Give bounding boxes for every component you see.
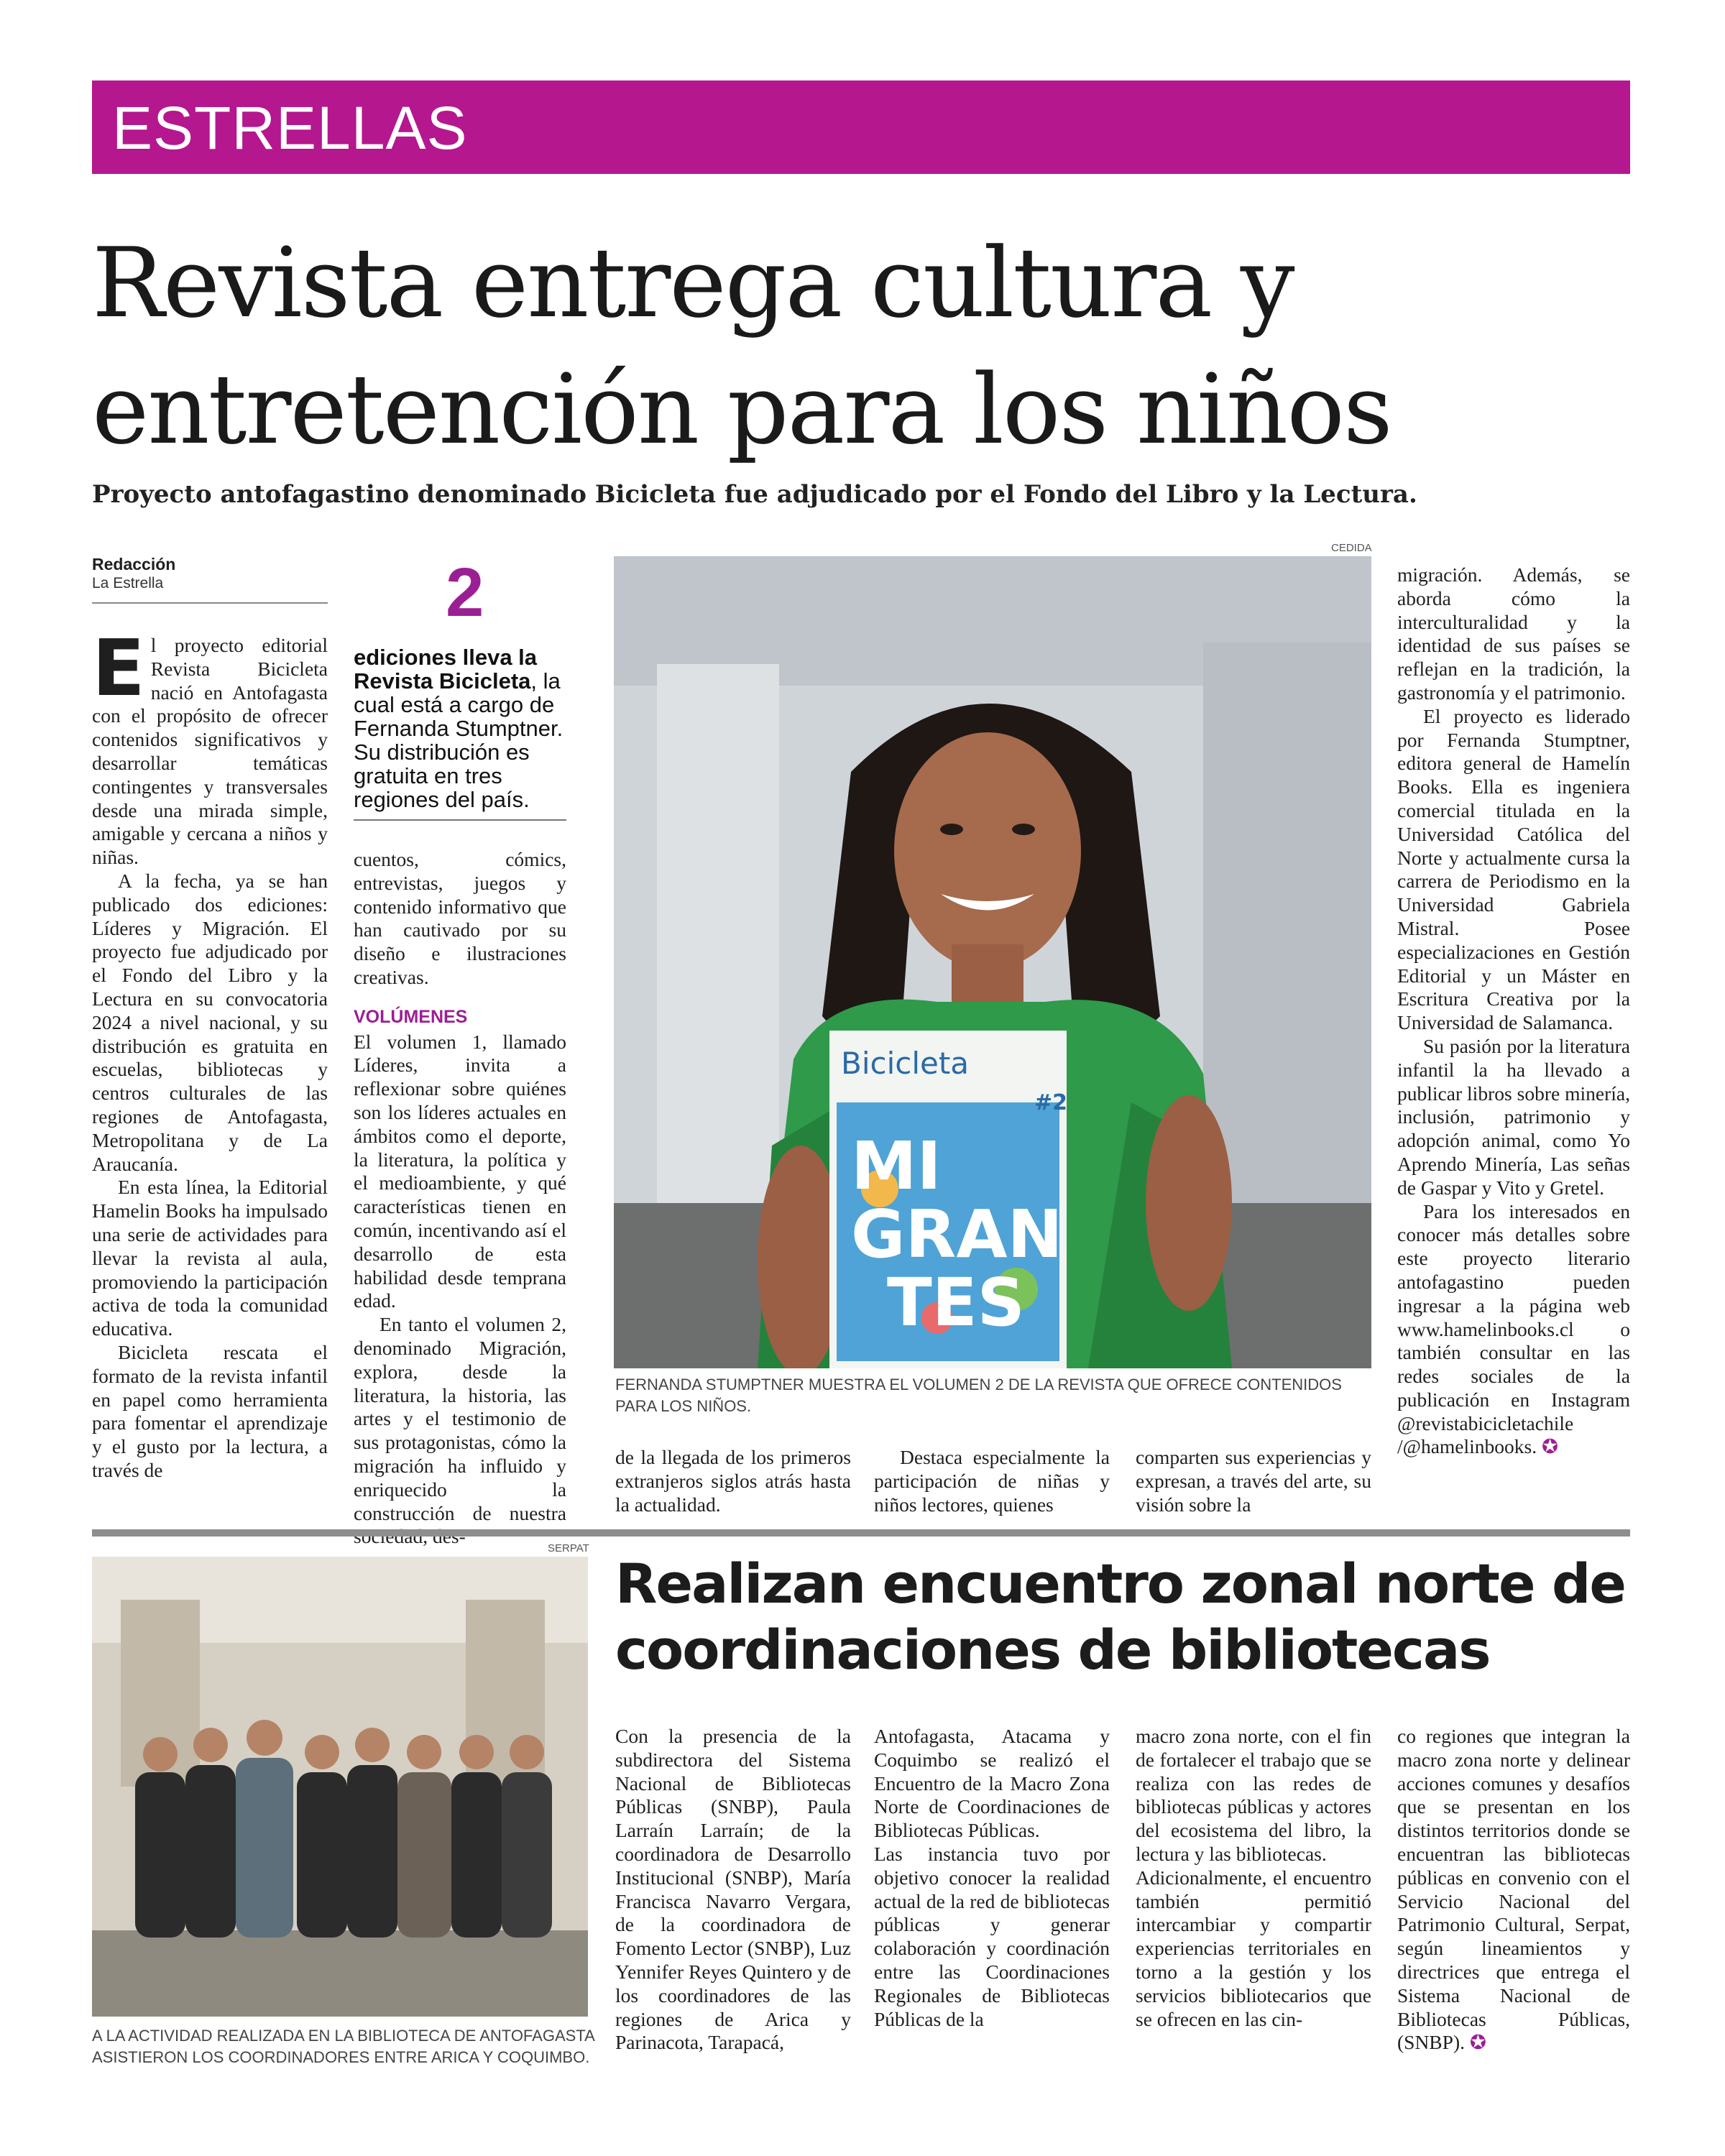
body-paragraph: migración. Además, se aborda cómo la interculturalidad y la identidad de sus países se reflejan en la tradición, la gastronomía y el patrimonio. [1397,563,1630,704]
section-band [92,80,1630,174]
pullquote-text: , la cual está a cargo de Fernanda Stumptner. Su distribución es gratuita en tres regiones del país. [354,668,564,812]
body-paragraph [1397,1200,1630,1460]
article-column-4 [1397,563,1630,1459]
body-paragraph: El volumen 1, llamado Líderes, invita a reflexionar sobre quiénes son los líderes actuales en ámbitos como el deporte, la literatura, la política y el medioambiente, y qué características tienen en común, incentivando así el desarrollo de esta habilidad desde temprana edad. [354,1030,566,1312]
article-divider [92,1529,1630,1537]
body-paragraph: El proyecto es liderado por Fernanda Stumptner, editora general de Hamelín Books. Ella es ingeniera comercial titulada en la Universidad Católica del Norte y actualmente cursa la carrera de Periodismo en la Universidad Gabriela Mistral. Posee especializaciones en Gestión Editorial y un Máster en Escritura Creativa por la Universidad de Salamanca. [1397,704,1630,1034]
article-column-3a [615,1446,851,1516]
closing-paragraph: Para los interesados en conocer más detalles sobre este proyecto literario antofagastino pueden ingresar a la página web www.hamelinbooks.cl o también consultar en las redes sociales de la publicación en Instagram @revistabicicletachile /@hamelinbooks. [1397,1199,1630,1458]
article2-column-1 [615,1725,851,2055]
article2-column-4 [1397,1725,1630,2055]
body-paragraph: de la llegada de los primeros extranjeros siglos atrás hasta la actualidad. [615,1446,851,1516]
article-subhead: Proyecto antofagastino denominado Bicicleta fue adjudicado por el Fondo del Libro y la Lectura. [92,480,1417,509]
body-paragraph: comparten sus experiencias y expresan, a través del arte, su visión sobre la [1136,1446,1371,1516]
magazine-cover-line: MI [851,1128,942,1204]
group-photo [92,1557,588,2017]
body-paragraph: l proyecto editorial Revista Bicicleta nació en Antofagasta con el propósito de ofrecer contenidos significativos y desarrollar temáticas contingentes y transversales desde una mirada simple, amigable y cercana a niños y niñas. [92,634,328,869]
body-paragraph: Las instancia tuvo por objetivo conocer la realidad actual de la red de bibliotecas públicas y generar colaboración y coordinación entre las Coordinaciones Regionales de Bibliotecas Públicas de la [874,1842,1110,2030]
article2-column-2 [874,1725,1110,2031]
closing-paragraph: co regiones que integran la macro zona norte y delinear acciones comunes y desafíos que se presentan en los distintos territorios donde se encuentran las bibliotecas públicas en convenio con el Servicio Nacional del Patrimonio Cultural, Serpat, según lineamientos y directrices que entrega el Sistema Nacional de Bibliotecas Públicas, (SNBP). [1397,1725,1630,2054]
magazine-cover-line: GRAN [851,1196,1063,1273]
pullquote [354,645,566,811]
end-mark-icon: ✪ [1469,2031,1486,2055]
body-paragraph: En tanto el volumen 2, denominado Migración, explora, desde la literatura, la historia, las artes y el testimonio de sus protagonistas, cómo la migración ha influido y enriquecido la construcción de nuestra [354,1313,566,1524]
body-paragraph: Adicionalmente, el encuentro también permitió intercambiar y compartir experiencias territoriales en torno a la gestión y los servicios bibliotecarios que se ofrecen en las cin- [1136,1866,1371,2030]
article-column-3c [1136,1446,1371,1516]
photo-illustration [614,556,1371,1368]
section-subhead: VOLÚMENES [354,1006,468,1027]
body-paragraph: macro zona norte, con el fin de fortalecer el trabajo que se realiza con las redes de bibliotecas públicas y actores del ecosistema del libro, la lectura y las bibliotecas. [1136,1725,1371,1865]
article-column-2 [354,848,566,1549]
photo-credit-2: SERPAT [548,1542,589,1554]
article-headline: Revista entrega cultura y entretención para los niños [92,227,1392,466]
pullquote-divider [354,819,566,821]
body-paragraph: En esta línea, la Editorial Hamelin Books ha impulsado una serie de actividades para llevar la revista al aula, promoviendo la participación activa de toda la comunidad educativa. [92,1176,328,1340]
byline-divider [92,602,328,604]
article-column-1 [92,624,328,1483]
body-paragraph: Bicicleta rescata el formato de la revista infantil en papel como herramienta para fomentar el aprendizaje y el gusto por la lectura, a través de [92,1340,328,1481]
pullquote-number: 2 [446,554,484,631]
section-label: ESTRELLAS [112,94,468,162]
end-mark-icon: ✪ [1542,1435,1559,1459]
magazine-issue: #2 [1034,1090,1068,1115]
byline-author: Redacción [92,555,176,573]
body-paragraph [1397,1725,1630,2055]
body-paragraph: Su pasión por la literatura infantil la ha llevado a publicar libros sobre minería, inclusión, patrimonio y adopción animal, como Yo Aprendo Minería, Las señas de Gaspar y Vito y Gretel. [1397,1034,1630,1199]
group-photo-illustration [92,1557,588,2017]
article-column-3b [874,1446,1110,1516]
drop-cap: E [92,624,145,714]
body-paragraph: Con la presencia de la subdirectora del Sistema Nacional de Bibliotecas Públicas (SNBP), Paula Larraín Larraín; de la coordinadora de Desarrollo Institucional (SNBP), María Francisca Navarro Vergara, de la coordinadora de Fomento Lector (SNBP), Luz Yennifer Reyes Quintero y de los coordinadores de las regiones de Arica y Parinacota, Tarapacá, [615,1725,851,2054]
pullquote-bold: ediciones lleva la Revista Bicicleta [354,645,538,694]
magazine-title: Bicicleta [841,1046,970,1081]
body-paragraph: Antofagasta, Atacama y Coquimbo se realizó el Encuentro de la Macro Zona Norte de Coordinaciones de Bibliotecas Públicas. [874,1725,1110,1842]
photo-caption-2: A LA ACTIVIDAD REALIZADA EN LA BIBLIOTECA DE ANTOFAGASTA ASISTIERON LOS COORDINADORES ENTRE ARICA Y COQUIMBO. [92,2027,594,2066]
body-paragraph: Destaca especialmente la participación de niñas y niños lectores, quienes [874,1446,1110,1516]
magazine-cover-line: TES [887,1264,1025,1341]
photo-credit: CEDIDA [1331,542,1372,554]
photo-caption: FERNANDA STUMPTNER MUESTRA EL VOLUMEN 2 DE LA REVISTA QUE OFRECE CONTENIDOS PARA LOS NIÑOS. [615,1376,1342,1415]
body-paragraph: A la fecha, ya se han publicado dos ediciones: Líderes y Migración. El proyecto fue adjudicado por el Fondo del Libro y la Lectura en su convocatoria 2024 a nivel nacional, y su distribución es gratuita en escuelas, bibliotecas y centros culturales de las regiones de Antofagasta, Metropolitana y de La Araucanía. [92,869,328,1175]
article-photo [614,556,1371,1368]
byline-organization: La Estrella [92,575,164,591]
body-paragraph: cuentos, cómics, entrevistas, juegos y contenido informativo que han cautivado por su diseño e ilustraciones creativas. [354,848,566,988]
article2-headline: Realizan encuentro zonal norte de coordinaciones de bibliotecas [615,1552,1625,1682]
article2-column-3 [1136,1725,1371,2031]
